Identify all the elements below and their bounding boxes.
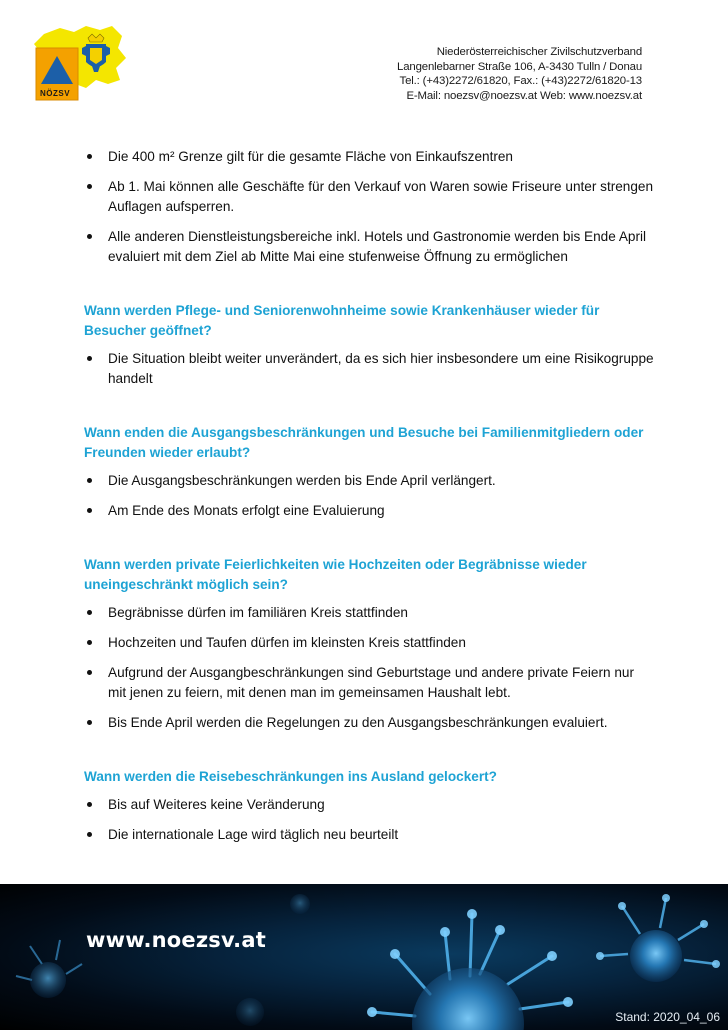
section-celebrations: [84, 555, 654, 733]
section-heading: Wann werden private Feierlichkeiten wie Hochzeiten oder Begräbnisse wieder uneingeschränkt möglich sein?: [84, 557, 587, 592]
main-content: [84, 147, 654, 855]
noezsv-logo: [30, 22, 130, 106]
list-item: Die internationale Lage wird täglich neu beurteilt: [84, 825, 654, 845]
organization-contact: E-Mail: noezsv@noezsv.at Web: www.noezsv.at: [406, 89, 642, 102]
organization-name: Niederösterreichischer Zivilschutzverband: [436, 46, 642, 58]
section-visitors: [84, 301, 654, 389]
list-item: Begräbnisse dürfen im familiären Kreis stattfinden: [84, 603, 654, 623]
logo-text: NÖZSV: [40, 89, 71, 98]
section-curfew: [84, 423, 654, 521]
list-item: Die Situation bleibt weiter unverändert, da es sich hier insbesondere um eine Risikogruppe handelt: [84, 349, 654, 389]
footer-url: www.noezsv.at: [86, 928, 266, 952]
section-list: [84, 795, 654, 845]
section-heading: Wann enden die Ausgangsbeschränkungen und Besuche bei Familienmitgliedern oder Freunden wieder erlaubt?: [84, 425, 644, 460]
footer-banner: [0, 884, 728, 1030]
footer-date: Stand: 2020_04_06: [615, 1010, 720, 1024]
list-item: Am Ende des Monats erfolgt eine Evaluierung: [84, 501, 654, 521]
organization-info: [397, 45, 642, 103]
list-item: Aufgrund der Ausgangbeschränkungen sind Geburtstage und andere private Feiern nur mit jenen zu feiern, mit denen man im gemeinsamen Haushalt lebt.: [84, 663, 654, 703]
list-item: Bis Ende April werden die Regelungen zu den Ausgangsbeschränkungen evaluiert.: [84, 713, 654, 733]
list-item: Die 400 m² Grenze gilt für die gesamte Fläche von Einkaufszentren: [84, 147, 654, 167]
virus-illustration: [0, 884, 728, 1030]
organization-phone: Tel.: (+43)2272/61820, Fax.: (+43)2272/61820-13: [399, 75, 642, 88]
section-list: [84, 349, 654, 389]
section-travel: [84, 767, 654, 845]
list-item: Bis auf Weiteres keine Veränderung: [84, 795, 654, 815]
organization-address: Langenlebarner Straße 106, A-3430 Tulln / Donau: [397, 60, 642, 73]
section-heading: Wann werden Pflege- und Seniorenwohnheime sowie Krankenhäuser wieder für Besucher geöffnet?: [84, 303, 600, 338]
section-list: [84, 603, 654, 733]
intro-list: [84, 147, 654, 267]
list-item: Hochzeiten und Taufen dürfen im kleinsten Kreis stattfinden: [84, 633, 654, 653]
list-item: Die Ausgangsbeschränkungen werden bis Ende April verlängert.: [84, 471, 654, 491]
section-heading: Wann werden die Reisebeschränkungen ins Ausland gelockert?: [84, 769, 497, 784]
list-item: Alle anderen Dienstleistungsbereiche inkl. Hotels und Gastronomie werden bis Ende April evaluiert mit dem Ziel ab Mitte Mai eine stufenweise Öffnung zu ermöglichen: [84, 227, 654, 267]
section-list: [84, 471, 654, 521]
list-item: Ab 1. Mai können alle Geschäfte für den Verkauf von Waren sowie Friseure unter strengen Auflagen aufsperren.: [84, 177, 654, 217]
